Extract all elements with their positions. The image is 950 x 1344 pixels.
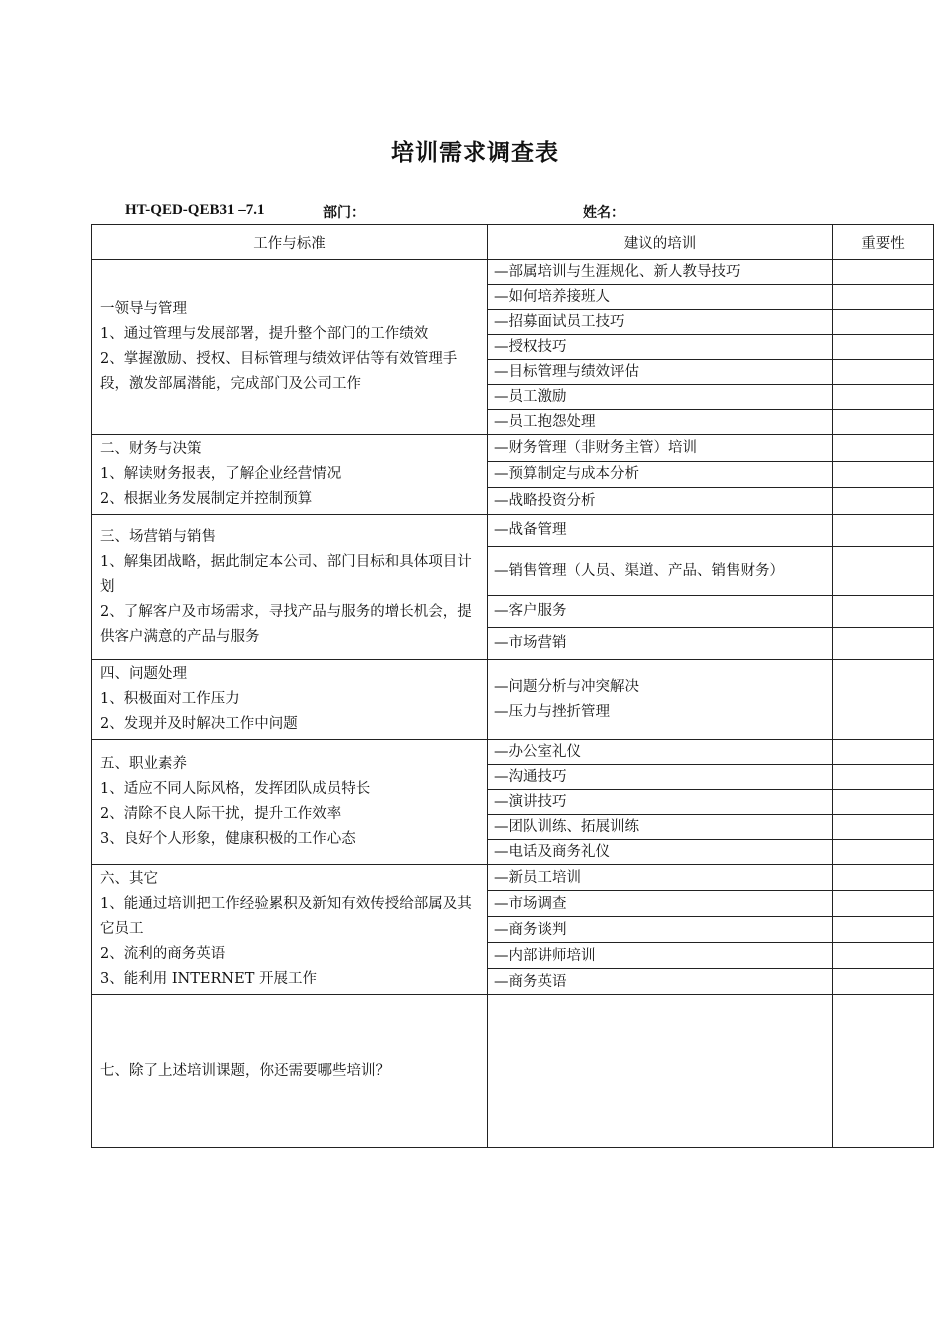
- importance-cell[interactable]: [833, 660, 934, 740]
- table-row: [92, 660, 934, 740]
- importance-cell[interactable]: [833, 628, 934, 660]
- importance-cell[interactable]: [833, 435, 934, 462]
- standard-item: 2、了解客户及市场需求，寻找产品与服务的增长机会，提供客户满意的产品与服务: [100, 603, 472, 645]
- name-label: 姓名：: [583, 205, 625, 221]
- standard-item: 1、解读财务报表，了解企业经营情况: [100, 466, 342, 482]
- importance-cell[interactable]: [833, 547, 934, 596]
- standard-item: 1、解集团战略，据此制定本公司、部门目标和具体项目计划: [100, 553, 472, 595]
- importance-cell[interactable]: [833, 410, 934, 435]
- dept-label: 部门：: [323, 205, 365, 221]
- importance-cell[interactable]: [833, 285, 934, 310]
- importance-cell[interactable]: [833, 790, 934, 815]
- importance-cell[interactable]: [833, 969, 934, 995]
- standard-item: 2、流利的商务英语: [100, 946, 226, 962]
- importance-cell[interactable]: [833, 515, 934, 547]
- section-title: 四、问题处理: [100, 666, 187, 682]
- importance-cell[interactable]: [833, 596, 934, 628]
- standard-item: 1、积极面对工作压力: [100, 691, 240, 707]
- training-item: —授权技巧: [488, 335, 833, 360]
- training-item: —新员工培训: [488, 865, 833, 891]
- section-standards: [92, 865, 488, 995]
- section-title: 六、其它: [100, 871, 158, 887]
- training-item: —客户服务: [488, 596, 833, 628]
- training-item: —团队训练、拓展训练: [488, 815, 833, 840]
- standard-item: 2、掌握激励、授权、目标管理与绩效评估等有效管理手段，激发部属潜能，完成部门及公司工作: [100, 351, 458, 392]
- importance-cell[interactable]: [833, 310, 934, 335]
- training-item: —招募面试员工技巧: [488, 310, 833, 335]
- standard-item: 2、根据业务发展制定并控制预算: [100, 491, 313, 507]
- training-item: —战备管理: [488, 515, 833, 547]
- section-standards: [92, 660, 488, 740]
- section-standards: [92, 515, 488, 660]
- importance-cell[interactable]: [833, 865, 934, 891]
- training-item: —市场营销: [488, 628, 833, 660]
- importance-cell[interactable]: [833, 891, 934, 917]
- training-item: —员工激励: [488, 385, 833, 410]
- header-row: [92, 225, 934, 260]
- page-title: 培训需求调查表: [391, 140, 559, 166]
- importance-cell[interactable]: [833, 995, 934, 1148]
- importance-cell[interactable]: [833, 335, 934, 360]
- importance-cell[interactable]: [833, 765, 934, 790]
- importance-cell[interactable]: [833, 917, 934, 943]
- section-title: 三、场营销与销售: [100, 528, 216, 545]
- training-item: —演讲技巧: [488, 790, 833, 815]
- table-row: [92, 515, 934, 547]
- training-item: —市场调查: [488, 891, 833, 917]
- training-item: —商务英语: [488, 969, 833, 995]
- col-header-training: 建议的培训: [488, 225, 833, 260]
- survey-table: [91, 224, 934, 1148]
- importance-cell[interactable]: [833, 360, 934, 385]
- table-row: [92, 865, 934, 891]
- importance-cell[interactable]: [833, 943, 934, 969]
- importance-cell[interactable]: [833, 815, 934, 840]
- section-standards: [92, 740, 488, 865]
- standard-item: 1、适应不同人际风格，发挥团队成员特长: [100, 781, 371, 797]
- section-title: 二、财务与决策: [100, 441, 202, 457]
- section-standards: [92, 260, 488, 435]
- training-item: —办公室礼仪: [488, 740, 833, 765]
- section-title: 五、职业素养: [100, 756, 187, 772]
- training-item: —销售管理（人员、渠道、产品、销售财务）: [488, 547, 833, 596]
- table-row: [92, 995, 934, 1148]
- importance-cell[interactable]: [833, 488, 934, 515]
- training-item: —商务谈判: [488, 917, 833, 943]
- col-header-standards: 工作与标准: [92, 225, 488, 260]
- training-item: —如何培养接班人: [488, 285, 833, 310]
- training-item-group: [488, 660, 833, 740]
- training-item: —目标管理与绩效评估: [488, 360, 833, 385]
- standard-item: 1、通过管理与发展部署，提升整个部门的工作绩效: [100, 326, 429, 342]
- section-title: 一领导与管理: [100, 301, 187, 317]
- table-row: [92, 435, 934, 462]
- form-code: HT-QED-QEB31 –7.1: [125, 202, 265, 218]
- importance-cell[interactable]: [833, 461, 934, 488]
- col-header-importance: 重要性: [833, 225, 934, 260]
- training-item: —压力与挫折管理: [494, 703, 610, 720]
- standard-item: 3、良好个人形象，健康积极的工作心态: [100, 831, 356, 847]
- importance-cell[interactable]: [833, 385, 934, 410]
- training-item: —财务管理（非财务主管）培训: [488, 435, 833, 462]
- importance-cell[interactable]: [833, 840, 934, 865]
- training-item: —预算制定与成本分析: [488, 461, 833, 488]
- training-item: —沟通技巧: [488, 765, 833, 790]
- training-item: —战略投资分析: [488, 488, 833, 515]
- training-item: —问题分析与冲突解决: [494, 678, 639, 695]
- training-item: —部属培训与生涯规化、新人教导技巧: [488, 260, 833, 285]
- training-item: —员工抱怨处理: [488, 410, 833, 435]
- standard-item: 1、能通过培训把工作经验累积及新知有效传授给部属及其它员工: [100, 896, 472, 937]
- importance-cell[interactable]: [833, 740, 934, 765]
- importance-cell[interactable]: [833, 260, 934, 285]
- standard-item: 2、发现并及时解决工作中问题: [100, 716, 298, 732]
- standard-item: 3、能利用 INTERNET 开展工作: [100, 971, 317, 987]
- table-row: [92, 260, 934, 285]
- other-training-question: 七、除了上述培训课题，你还需要哪些培训？: [92, 995, 488, 1148]
- standard-item: 2、清除不良人际干扰，提升工作效率: [100, 806, 342, 822]
- other-training-input[interactable]: [488, 995, 833, 1148]
- table-row: [92, 740, 934, 765]
- training-item: —内部讲师培训: [488, 943, 833, 969]
- training-item: —电话及商务礼仪: [488, 840, 833, 865]
- section-standards: [92, 435, 488, 515]
